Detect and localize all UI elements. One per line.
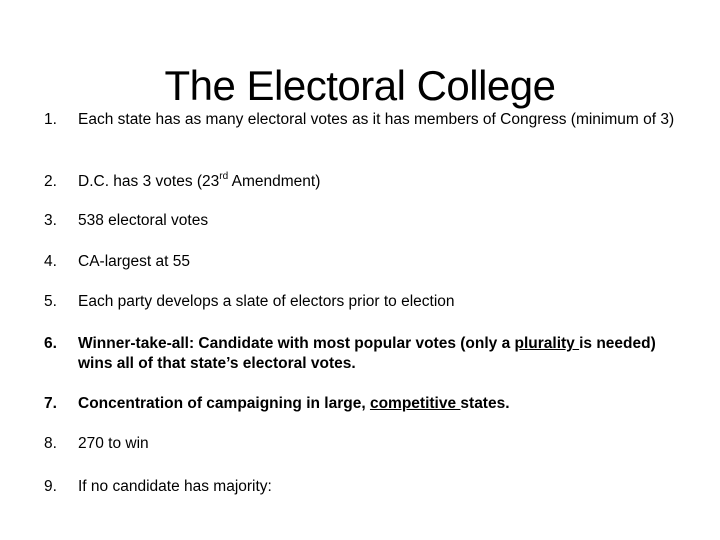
item-text-part: D.C. has 3 votes (23 xyxy=(78,173,220,190)
item-text: Each party develops a slate of electors prior to election xyxy=(78,293,455,310)
item-number: 6. xyxy=(44,335,57,352)
item-text xyxy=(78,334,678,374)
item-text: 270 to win xyxy=(78,435,149,452)
item-text: CA-largest at 55 xyxy=(78,253,190,270)
slide-title: The Electoral College xyxy=(164,62,556,110)
item-number: 8. xyxy=(44,435,57,452)
item-text: If no candidate has majority: xyxy=(78,478,272,495)
item-number: 3. xyxy=(44,212,57,229)
item-text-part: Concentration of campaigning in large, xyxy=(78,395,370,412)
item-text xyxy=(78,172,678,192)
underlined-term: competitive xyxy=(369,395,461,412)
item-text-part: Winner-take-all: Candidate with most popular votes (only a xyxy=(78,335,515,352)
item-text xyxy=(78,394,678,414)
item-text-part: is needed) wins all of that state’s electoral votes. xyxy=(78,335,656,372)
item-text-part: states. xyxy=(460,395,510,412)
item-number: 1. xyxy=(44,111,57,128)
item-text-part: Amendment) xyxy=(228,173,321,190)
underlined-term: plurality xyxy=(514,335,580,352)
ordinal-superscript: rd xyxy=(219,170,229,182)
item-text: 538 electoral votes xyxy=(78,212,209,229)
item-number: 4. xyxy=(44,253,57,270)
item-number: 9. xyxy=(44,478,57,495)
item-number: 7. xyxy=(44,395,57,412)
item-number: 5. xyxy=(44,293,57,310)
item-number: 2. xyxy=(44,173,57,190)
item-text: Each state has as many electoral votes as it has members of Congress (minimum of 3) xyxy=(78,111,675,128)
